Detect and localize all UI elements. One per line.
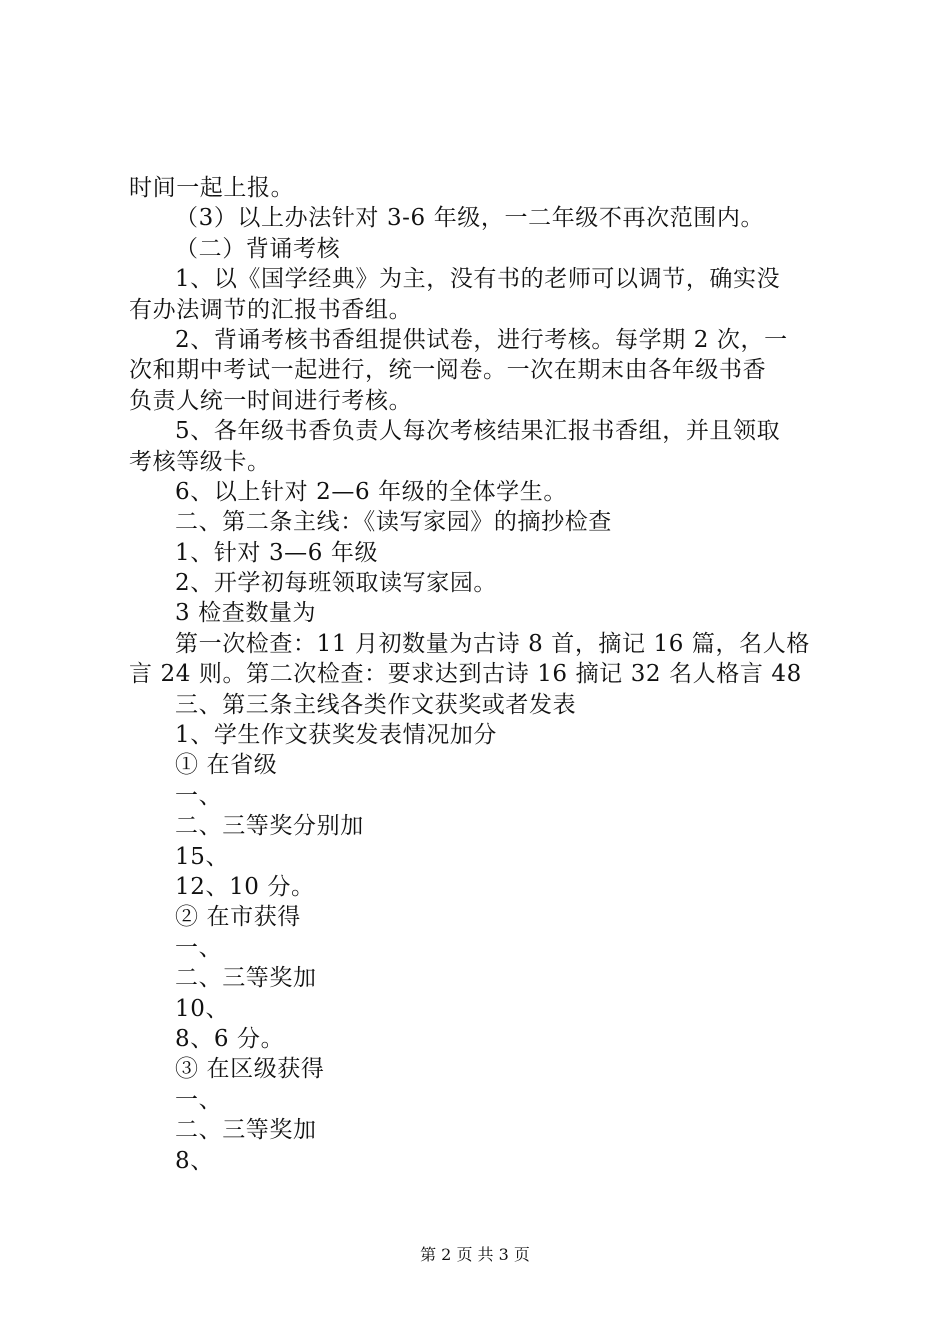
- text-line: 15、: [175, 843, 230, 870]
- text-line: 二、三等奖加: [175, 965, 317, 992]
- text-line: 6、以上针对 2—6 年级的全体学生。: [175, 478, 567, 505]
- text-line: 2、背诵考核书香组提供试卷，进行考核。每学期 2 次，一: [175, 326, 788, 353]
- text-line: 8、: [175, 1147, 214, 1174]
- text-line: 时间一起上报。: [129, 175, 295, 201]
- text-line: 一、: [175, 782, 223, 809]
- list-item: ② 在市获得: [175, 904, 301, 931]
- text-line: 二、三等奖加: [175, 1117, 317, 1144]
- section-heading: 三、第三条主线各类作文获奖或者发表: [175, 691, 577, 718]
- list-item: ③ 在区级获得: [175, 1056, 325, 1083]
- text-line: 一、: [175, 934, 223, 961]
- text-line: 有办法调节的汇报书香组。: [129, 296, 413, 323]
- text-line: 次和期中考试一起进行，统一阅卷。一次在期末由各年级书香: [129, 357, 767, 384]
- text-line: 二、三等奖分别加: [175, 813, 364, 840]
- page-number-footer: 第 2 页 共 3 页: [420, 1245, 530, 1264]
- text-line: 3 检查数量为: [175, 600, 317, 627]
- text-line: 一、: [175, 1086, 223, 1113]
- text-line: 1、针对 3—6 年级: [175, 539, 379, 566]
- text-line: 言 24 则。第二次检查：要求达到古诗 16 摘记 32 名人格言 48: [129, 661, 802, 688]
- text-line: 考核等级卡。: [129, 448, 271, 475]
- text-line: 12、10 分。: [175, 873, 315, 900]
- list-item: ① 在省级: [175, 752, 278, 779]
- text-line: 1、学生作文获奖发表情况加分: [175, 722, 498, 749]
- text-line: 第一次检查：11 月初数量为古诗 8 首，摘记 16 篇，名人格: [175, 630, 810, 657]
- text-line: （3）以上办法针对 3-6 年级，一二年级不再次范围内。: [175, 205, 765, 232]
- section-heading: （二）背诵考核: [175, 235, 341, 262]
- text-line: 负责人统一时间进行考核。: [129, 387, 413, 414]
- text-line: 5、各年级书香负责人每次考核结果汇报书香组，并且领取: [175, 418, 781, 445]
- document-body: [129, 173, 834, 1176]
- text-line: 1、以《国学经典》为主，没有书的老师可以调节，确实没: [175, 266, 781, 293]
- section-heading: 二、第二条主线：《读写家园》的摘抄检查: [175, 509, 612, 536]
- text-line: 10、: [175, 995, 230, 1022]
- text-line: 8、6 分。: [175, 1025, 285, 1052]
- text-line: 2、开学初每班领取读写家园。: [175, 570, 498, 597]
